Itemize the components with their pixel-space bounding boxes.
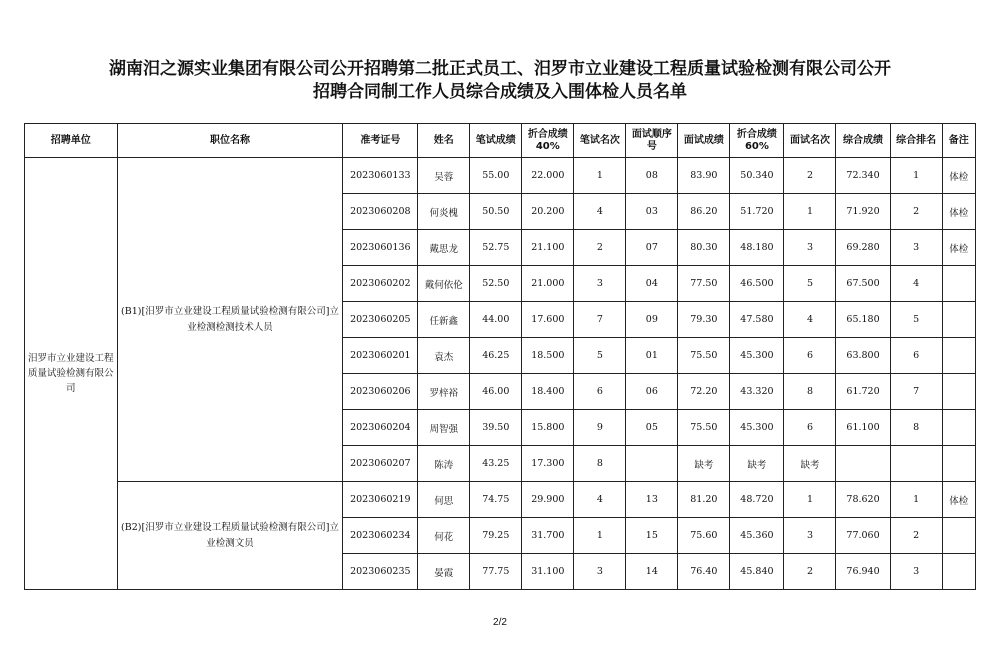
- cell-note: 体检: [942, 230, 975, 266]
- cell-written: 52.75: [470, 230, 522, 266]
- cell-interview60: 43.320: [730, 374, 784, 410]
- cell-total: 67.500: [836, 266, 890, 302]
- title-line-2: 招聘合同制工作人员综合成绩及入围体检人员名单: [313, 82, 687, 102]
- cell-total-rank: 1: [890, 158, 942, 194]
- cell-interview: 75.60: [678, 518, 730, 554]
- cell-position: (B2)[汨罗市立业建设工程质量试验检测有限公司]立业检测文员: [117, 482, 343, 590]
- cell-order: 05: [626, 410, 678, 446]
- cell-written: 74.75: [470, 482, 522, 518]
- cell-interview-rank: 2: [784, 158, 836, 194]
- col-header-interview60: [730, 124, 784, 158]
- cell-name: 周智强: [418, 410, 470, 446]
- cell-name: 陈涛: [418, 446, 470, 482]
- cell-total: 61.100: [836, 410, 890, 446]
- cell-written: 77.75: [470, 554, 522, 590]
- cell-written: 52.50: [470, 266, 522, 302]
- cell-note: [942, 518, 975, 554]
- col-header-interview-order: [626, 124, 678, 158]
- cell-written40: 21.000: [522, 266, 574, 302]
- cell-name: 戴何依伦: [418, 266, 470, 302]
- col-header-unit: 招聘单位: [25, 124, 118, 158]
- cell-written-rank: 8: [574, 446, 626, 482]
- cell-total-rank: 5: [890, 302, 942, 338]
- title-line-1: 湖南汨之源实业集团有限公司公开招聘第二批正式员工、汨罗市立业建设工程质量试验检测有限公司公开: [109, 59, 891, 79]
- cell-interview: 83.90: [678, 158, 730, 194]
- cell-exam-no: 2023060219: [343, 482, 418, 518]
- col-header-interview: 面试成绩: [678, 124, 730, 158]
- cell-total-rank: [890, 446, 942, 482]
- cell-total: [836, 446, 890, 482]
- cell-interview: 79.30: [678, 302, 730, 338]
- cell-written: 55.00: [470, 158, 522, 194]
- cell-interview-rank: 8: [784, 374, 836, 410]
- cell-total-rank: 3: [890, 230, 942, 266]
- header-row: [25, 124, 976, 158]
- cell-total: 77.060: [836, 518, 890, 554]
- col-header-name: 姓名: [418, 124, 470, 158]
- cell-interview60: 45.840: [730, 554, 784, 590]
- cell-written40: 18.400: [522, 374, 574, 410]
- cell-order: 06: [626, 374, 678, 410]
- cell-order: 01: [626, 338, 678, 374]
- header-text: 40%: [535, 140, 560, 152]
- cell-written40: 31.700: [522, 518, 574, 554]
- cell-note: [942, 266, 975, 302]
- col-header-position: 职位名称: [117, 124, 343, 158]
- header-text: 折合成绩: [736, 128, 777, 140]
- cell-note: [942, 302, 975, 338]
- cell-total: 76.940: [836, 554, 890, 590]
- cell-exam-no: 2023060205: [343, 302, 418, 338]
- cell-written40: 31.100: [522, 554, 574, 590]
- cell-order: 04: [626, 266, 678, 302]
- cell-exam-no: 2023060136: [343, 230, 418, 266]
- cell-name: 何思: [418, 482, 470, 518]
- cell-interview: 75.50: [678, 338, 730, 374]
- cell-exam-no: 2023060133: [343, 158, 418, 194]
- table-row: [25, 158, 976, 194]
- cell-interview: 80.30: [678, 230, 730, 266]
- cell-order: 14: [626, 554, 678, 590]
- cell-interview-rank: 6: [784, 410, 836, 446]
- cell-interview-rank: 5: [784, 266, 836, 302]
- cell-order: 07: [626, 230, 678, 266]
- cell-written: 44.00: [470, 302, 522, 338]
- col-header-written40: [522, 124, 574, 158]
- cell-written40: 29.900: [522, 482, 574, 518]
- cell-written-rank: 3: [574, 554, 626, 590]
- cell-name: 罗梓裕: [418, 374, 470, 410]
- document-title: [0, 58, 1000, 104]
- cell-interview60: 48.720: [730, 482, 784, 518]
- cell-total-rank: 7: [890, 374, 942, 410]
- col-header-total: 综合成绩: [836, 124, 890, 158]
- cell-written-rank: 3: [574, 266, 626, 302]
- cell-interview-rank: 1: [784, 482, 836, 518]
- cell-order: 08: [626, 158, 678, 194]
- cell-total: 65.180: [836, 302, 890, 338]
- cell-name: 吴蓉: [418, 158, 470, 194]
- cell-interview: 76.40: [678, 554, 730, 590]
- cell-total: 72.340: [836, 158, 890, 194]
- cell-exam-no: 2023060234: [343, 518, 418, 554]
- cell-name: 晏霞: [418, 554, 470, 590]
- cell-interview-rank: 3: [784, 518, 836, 554]
- col-header-interview-rank: 面试名次: [784, 124, 836, 158]
- cell-total: 69.280: [836, 230, 890, 266]
- cell-total: 63.800: [836, 338, 890, 374]
- cell-note: 体检: [942, 194, 975, 230]
- cell-interview: 缺考: [678, 446, 730, 482]
- cell-total-rank: 2: [890, 194, 942, 230]
- cell-exam-no: 2023060202: [343, 266, 418, 302]
- cell-interview: 75.50: [678, 410, 730, 446]
- cell-note: [942, 374, 975, 410]
- cell-written-rank: 4: [574, 482, 626, 518]
- cell-written40: 22.000: [522, 158, 574, 194]
- cell-note: [942, 338, 975, 374]
- cell-interview-rank: 3: [784, 230, 836, 266]
- cell-total-rank: 8: [890, 410, 942, 446]
- cell-interview-rank: 6: [784, 338, 836, 374]
- cell-interview60: 45.360: [730, 518, 784, 554]
- cell-interview: 86.20: [678, 194, 730, 230]
- cell-interview-rank: 1: [784, 194, 836, 230]
- col-header-exam-no: 准考证号: [343, 124, 418, 158]
- header-text: 面试顺序: [631, 128, 672, 140]
- cell-interview60: 50.340: [730, 158, 784, 194]
- cell-order: 09: [626, 302, 678, 338]
- cell-written-rank: 6: [574, 374, 626, 410]
- cell-written40: 18.500: [522, 338, 574, 374]
- cell-written-rank: 4: [574, 194, 626, 230]
- col-header-written: 笔试成绩: [470, 124, 522, 158]
- cell-interview-rank: 缺考: [784, 446, 836, 482]
- cell-written: 39.50: [470, 410, 522, 446]
- cell-note: [942, 554, 975, 590]
- cell-exam-no: 2023060208: [343, 194, 418, 230]
- header-text: 折合成绩: [527, 128, 568, 140]
- cell-note: 体检: [942, 482, 975, 518]
- cell-written-rank: 1: [574, 158, 626, 194]
- cell-written: 43.25: [470, 446, 522, 482]
- cell-interview60: 48.180: [730, 230, 784, 266]
- cell-interview: 81.20: [678, 482, 730, 518]
- cell-interview: 72.20: [678, 374, 730, 410]
- cell-position: (B1)[汨罗市立业建设工程质量试验检测有限公司]立业检测检测技术人员: [117, 158, 343, 482]
- cell-unit: 汨罗市立业建设工程质量试验检测有限公司: [25, 158, 118, 590]
- cell-total-rank: 6: [890, 338, 942, 374]
- cell-note: [942, 410, 975, 446]
- cell-name: 任新鑫: [418, 302, 470, 338]
- header-text: 号: [646, 140, 657, 152]
- cell-total-rank: 2: [890, 518, 942, 554]
- cell-name: 何花: [418, 518, 470, 554]
- cell-interview60: 51.720: [730, 194, 784, 230]
- col-header-total-rank: 综合排名: [890, 124, 942, 158]
- cell-name: 何炎槐: [418, 194, 470, 230]
- cell-written40: 15.800: [522, 410, 574, 446]
- page-number: 2/2: [493, 617, 507, 628]
- cell-exam-no: 2023060206: [343, 374, 418, 410]
- cell-total: 71.920: [836, 194, 890, 230]
- header-text: 60%: [744, 140, 769, 152]
- cell-written40: 20.200: [522, 194, 574, 230]
- cell-interview60: 45.300: [730, 410, 784, 446]
- cell-written-rank: 2: [574, 230, 626, 266]
- cell-written: 46.00: [470, 374, 522, 410]
- cell-written-rank: 9: [574, 410, 626, 446]
- cell-written40: 17.600: [522, 302, 574, 338]
- cell-written40: 17.300: [522, 446, 574, 482]
- cell-name: 袁杰: [418, 338, 470, 374]
- cell-interview-rank: 2: [784, 554, 836, 590]
- cell-written: 46.25: [470, 338, 522, 374]
- cell-order: 13: [626, 482, 678, 518]
- cell-total-rank: 4: [890, 266, 942, 302]
- col-header-note: 备注: [942, 124, 975, 158]
- cell-exam-no: 2023060235: [343, 554, 418, 590]
- cell-written40: 21.100: [522, 230, 574, 266]
- cell-name: 戴思龙: [418, 230, 470, 266]
- col-header-written-rank: 笔试名次: [574, 124, 626, 158]
- cell-written: 50.50: [470, 194, 522, 230]
- cell-interview60: 47.580: [730, 302, 784, 338]
- cell-exam-no: 2023060201: [343, 338, 418, 374]
- cell-note: [942, 446, 975, 482]
- cell-exam-no: 2023060207: [343, 446, 418, 482]
- cell-note: 体检: [942, 158, 975, 194]
- cell-total: 78.620: [836, 482, 890, 518]
- cell-interview: 77.50: [678, 266, 730, 302]
- cell-interview60: 46.500: [730, 266, 784, 302]
- results-table: [24, 123, 976, 590]
- cell-order: 15: [626, 518, 678, 554]
- cell-interview60: 45.300: [730, 338, 784, 374]
- cell-written-rank: 5: [574, 338, 626, 374]
- cell-total-rank: 1: [890, 482, 942, 518]
- cell-written-rank: 1: [574, 518, 626, 554]
- cell-exam-no: 2023060204: [343, 410, 418, 446]
- cell-order: 03: [626, 194, 678, 230]
- cell-order: [626, 446, 678, 482]
- cell-total-rank: 3: [890, 554, 942, 590]
- cell-interview-rank: 4: [784, 302, 836, 338]
- table-row: [25, 482, 976, 518]
- cell-interview60: 缺考: [730, 446, 784, 482]
- cell-written: 79.25: [470, 518, 522, 554]
- cell-written-rank: 7: [574, 302, 626, 338]
- cell-total: 61.720: [836, 374, 890, 410]
